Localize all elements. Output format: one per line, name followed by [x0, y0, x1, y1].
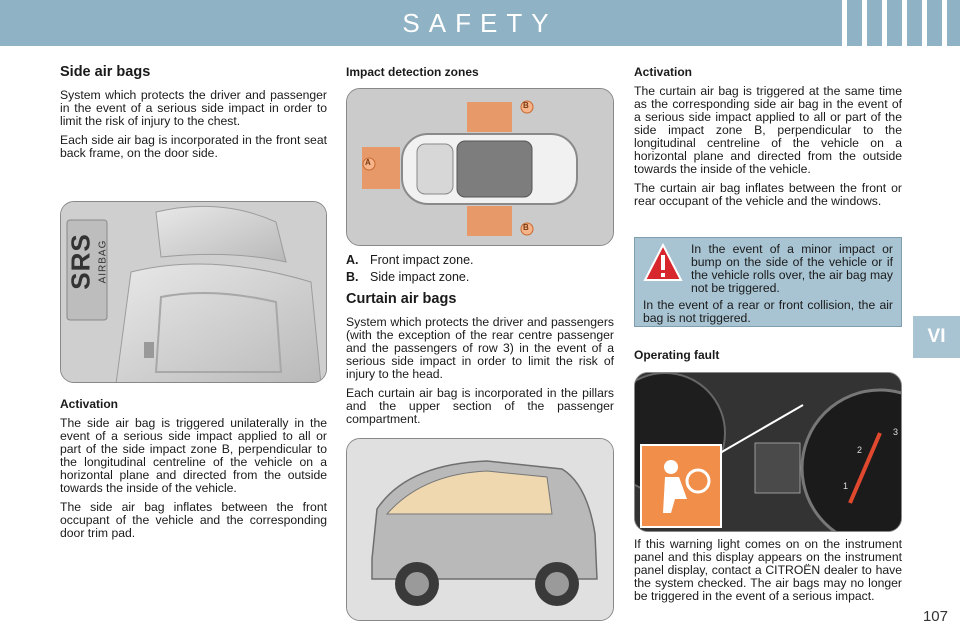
header-stripe	[882, 0, 887, 46]
warning-text-minor: In the event of a minor impact or bump on the side of the vehicle or if the vehicle rolls over, the air bag may not be triggered.	[691, 242, 893, 295]
page-number: 107	[922, 608, 948, 625]
instrument-panel-photo	[634, 372, 902, 532]
car-side-illustration	[347, 439, 614, 621]
gauge-tick-label: 3	[893, 427, 899, 437]
left-activation-section	[60, 398, 327, 546]
seat-photo	[60, 201, 327, 383]
curtain-airbags-location: Each curtain air bag is incorporated in the pillars and the upper section of the passenger compartment.	[346, 386, 614, 426]
operating-fault-text-block	[634, 538, 902, 609]
operating-fault-section	[634, 349, 902, 368]
zone-list-item	[346, 269, 614, 285]
curtain-activation-heading: Activation	[634, 65, 693, 79]
zone-text: Side impact zone.	[370, 270, 470, 284]
zone-b-marker: B	[523, 101, 529, 110]
chapter-tab[interactable]: VI	[913, 316, 960, 358]
zone-key: B.	[346, 270, 359, 284]
srs-label: SRS	[65, 233, 96, 290]
airbag-label: AIRBAG	[97, 239, 109, 284]
warning-triangle-icon	[643, 243, 683, 283]
header-stripe	[942, 0, 947, 46]
side-activation-heading: Activation	[60, 397, 119, 411]
left-column	[60, 66, 327, 166]
operating-fault-text: If this warning light comes on on the instrument panel and this display appears on the instrument panel display, contact a CITROËN dealer to have the system checked. The air bags may no longer be triggered in the event of a serious impact.	[634, 537, 902, 603]
impact-zones-heading: Impact detection zones	[346, 65, 479, 79]
side-activation-inflate-text: The side air bag inflates between the front occupant of the vehicle and the corresponding door trim pad.	[60, 500, 327, 540]
header-stripe	[902, 0, 907, 46]
header-stripe	[862, 0, 867, 46]
page-header	[0, 0, 960, 46]
header-stripe	[842, 0, 847, 46]
side-airbags-location: Each side air bag is incorporated in the front seat back frame, on the door side.	[60, 133, 327, 160]
gauge-tick-label: 2	[857, 445, 863, 455]
car-topview-illustration	[347, 89, 614, 246]
zone-a-marker: A	[365, 158, 371, 167]
warning-box	[634, 237, 902, 327]
impact-zones-diagram	[346, 88, 614, 246]
side-airbags-intro: System which protects the driver and passenger in the event of a serious side impact in order to limit the risk of injury to the chest.	[60, 88, 327, 128]
side-airbags-heading: Side air bags	[60, 64, 151, 80]
side-activation-text: The side air bag is triggered unilaterally in the event of a serious side impact applied to all or part of the side impact zone B, perpendicular to the longitudinal centreline of the vehicle on a horizontal plane and directed from the outside towards the inside of the vehicle.	[60, 416, 327, 495]
car-curtain-photo	[346, 438, 614, 621]
right-column-top	[634, 66, 902, 214]
zone-b-marker: B	[523, 223, 529, 232]
curtain-activation-text: The curtain air bag is triggered at the same time as the corresponding side air bag in the event of a serious side impact applied to all or part of the side impact zone B, perpendicular to the longitudinal centreline of the vehicle on a horizontal plane and directed from the outside towards the inside of the vehicle.	[634, 84, 902, 176]
curtain-airbags-intro: System which protects the driver and passengers (with the exception of the rear centre passenger and the passengers of row 3) in the event of a serious side impact in order to limit the risk of injury to the head.	[346, 315, 614, 381]
middle-column-text	[346, 252, 614, 432]
warning-text-collision: In the event of a rear or front collision, the air bag is not triggered.	[643, 298, 893, 325]
seat-illustration	[61, 202, 327, 383]
header-stripe	[922, 0, 927, 46]
zone-list-item	[346, 252, 614, 268]
operating-fault-heading: Operating fault	[634, 348, 720, 362]
page-title: SAFETY	[402, 8, 558, 38]
curtain-airbags-heading: Curtain air bags	[346, 291, 457, 307]
middle-column-top	[346, 66, 614, 85]
gauge-tick-label: 1	[843, 481, 849, 491]
curtain-activation-inflate-text: The curtain air bag inflates between the front or rear occupant of the vehicle and the windows.	[634, 181, 902, 208]
zone-key: A.	[346, 253, 359, 267]
zone-text: Front impact zone.	[370, 253, 474, 267]
